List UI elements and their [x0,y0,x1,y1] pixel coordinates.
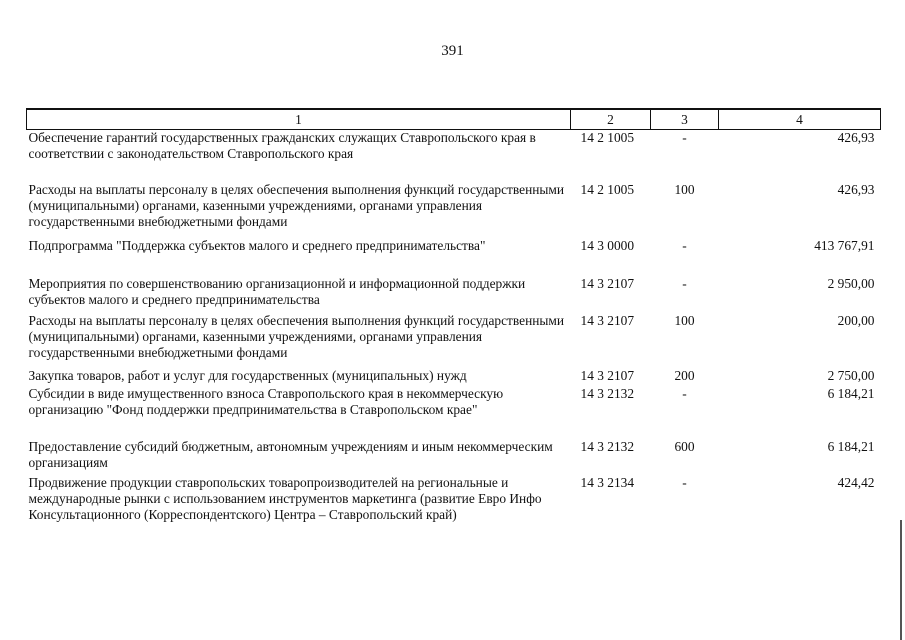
row-name: Подпрограмма "Поддержка субъектов малого и среднего предпринимательства" [28,237,486,253]
row-code: 14 3 2132 [580,438,635,454]
row-code: 14 3 2107 [580,367,635,383]
budget-table [26,108,881,527]
row-vr: 200 [674,367,695,383]
row-code: 14 2 1005 [580,181,635,197]
row-name: Расходы на выплаты персоналу в целях обеспечения выполнения функций государственными (муниципальными) органами, казенными учреждениями, органами управления государственными внебюджетными фондами [28,312,565,360]
row-vr: - [682,385,687,401]
row-sum: 2 750,00 [827,367,875,383]
table-row [27,368,881,386]
row-vr: 100 [674,181,695,197]
row-sum: 6 184,21 [827,385,875,401]
header-col-sum: 4 [719,109,881,130]
row-code: 14 3 0000 [580,237,635,253]
row-vr: - [682,474,687,490]
table-row [27,182,881,238]
row-vr: - [682,237,687,253]
row-code: 14 3 2132 [580,385,635,401]
row-vr: - [682,275,687,291]
table-header-row [27,109,881,130]
row-name: Субсидии в виде имущественного взноса Ставропольского края в некоммерческую организацию "Фонд поддержки предпринимательства в Ставропольском крае" [28,385,504,417]
row-code: 14 3 2134 [580,474,635,490]
row-sum: 424,42 [837,474,875,490]
row-code: 14 2 1005 [580,130,635,145]
row-name: Закупка товаров, работ и услуг для государственных (муниципальных) нужд [28,367,467,383]
table-row [27,313,881,368]
table-row [27,439,881,475]
table-row [27,475,881,527]
page-number: 391 [441,43,464,59]
header-col-name: 1 [27,109,571,130]
row-name: Предоставление субсидий бюджетным, автономным учреждениям и иным некоммерческим организациям [28,438,553,470]
row-sum: 2 950,00 [827,275,875,291]
row-code: 14 3 2107 [580,275,635,291]
table-row [27,386,881,439]
row-name: Продвижение продукции ставропольских товаропроизводителей на региональные и международные рынки с использованием инструментов маркетинга (развитие Евро Инфо Консультационного (Корреспондентского) Центра – Ставропольский край) [28,474,542,522]
row-vr: - [682,130,687,145]
row-sum: 200,00 [837,312,875,328]
row-sum: 413 767,91 [814,237,875,253]
row-sum: 426,93 [837,181,875,197]
row-vr: 100 [674,312,695,328]
row-code: 14 3 2107 [580,312,635,328]
row-name: Расходы на выплаты персоналу в целях обеспечения выполнения функций государственными (муниципальными) органами, казенными учреждениями, органами управления государственными внебюджетными фондами [28,181,565,229]
table-row [27,276,881,313]
header-col-vr: 3 [651,109,719,130]
row-sum: 426,93 [837,130,875,145]
row-sum: 6 184,21 [827,438,875,454]
table-row [27,130,881,182]
row-name: Обеспечение гарантий государственных гражданских служащих Ставропольского края в соответствии с законодательством Ставропольского края [28,130,536,161]
row-name: Мероприятия по совершенствованию организационной и информационной поддержки субъектов малого и среднего предпринимательства [28,275,526,307]
header-col-code: 2 [571,109,651,130]
table-row [27,238,881,276]
scan-edge-line [900,520,902,640]
row-vr: 600 [674,438,695,454]
